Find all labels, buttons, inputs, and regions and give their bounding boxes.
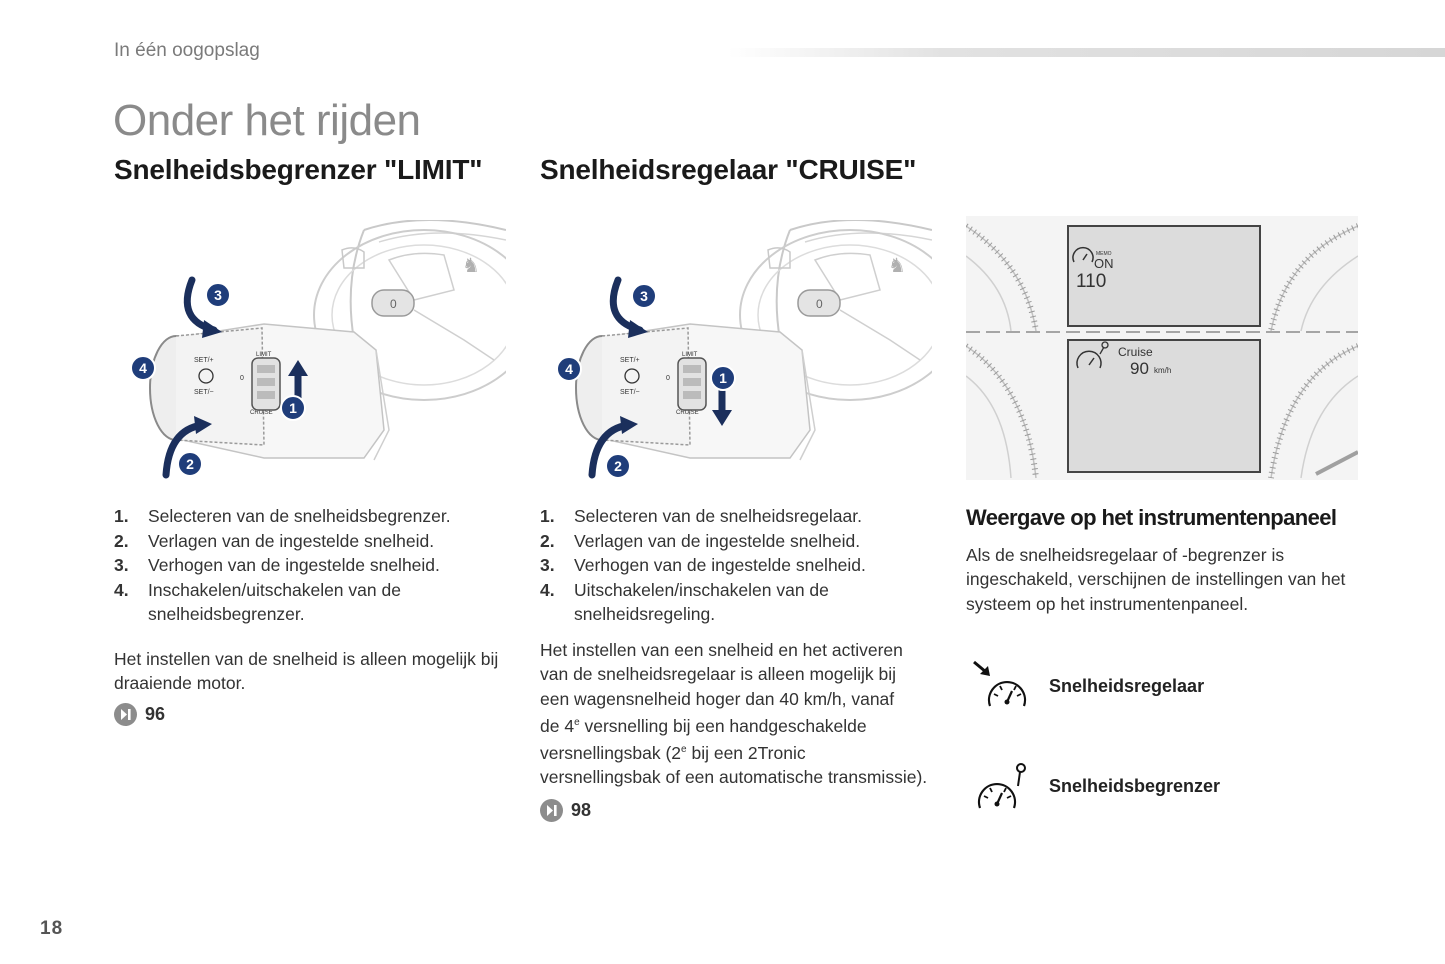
on-state: ON: [1094, 256, 1114, 271]
instrument-panel-illustration: [966, 216, 1358, 480]
svg-text:4: 4: [565, 361, 573, 377]
cruise-note: Het instellen van een snelheid en het activeren van de snelheidsregelaar is alleen mogelijk bij een wagensnelheid hoger dan 40 km/h, vanaf de 4e versnelling bij een handgeschakelde versnellingsbak (2e bij een 2Tronic versnellingsbak of een automatische transmissie).: [540, 640, 928, 788]
legend-cruise: [970, 658, 1204, 714]
list-item: 2. Verlagen van de ingestelde snelheid.: [114, 530, 435, 551]
legend-limiter-label: Snelheidsbegrenzer: [1049, 775, 1221, 796]
mode-zero-label: 0: [666, 375, 670, 382]
svg-text:0: 0: [816, 297, 823, 311]
svg-text:2: 2: [614, 458, 622, 474]
page-reference-icon: [540, 799, 563, 822]
callout-3: [206, 283, 230, 307]
set-speed-bottom: 90: [1130, 359, 1149, 378]
page-ref-number: 98: [571, 800, 592, 820]
list-item: 1. Selecteren van de snelheidsbegrenzer.: [114, 506, 451, 526]
cruise-heading: Snelheidsregelaar "CRUISE": [540, 154, 917, 185]
callout-1: [711, 366, 735, 390]
cruise-label: CRUISE: [676, 410, 699, 416]
cruise-page-ref[interactable]: [540, 799, 591, 822]
speed-unit: km/h: [1154, 366, 1172, 375]
set-minus-label: SET/−: [620, 389, 640, 396]
svg-text:♞: ♞: [462, 253, 480, 277]
limit-steps: [114, 504, 504, 627]
svg-text:3: 3: [640, 288, 648, 304]
limit-page-ref[interactable]: [114, 703, 165, 726]
page-ref-number: 96: [145, 704, 166, 724]
set-plus-label: SET/+: [194, 357, 214, 364]
set-plus-label: SET/+: [620, 357, 640, 364]
list-item: 2. Verlagen van de ingestelde snelheid.: [540, 530, 861, 551]
svg-text:♞: ♞: [888, 253, 906, 277]
callout-4: [131, 356, 155, 380]
limit-note: Het instellen van de snelheid is alleen mogelijk bij draaiende motor.: [114, 649, 499, 694]
mode-zero-label: 0: [240, 375, 244, 382]
set-minus-label: SET/−: [194, 389, 214, 396]
panel-text: Als de snelheidsregelaar of -begrenzer is ingeschakeld, verschijnen de instellingen van het systeem op het instrumentenpaneel.: [966, 545, 1346, 614]
list-item: 3. Verhogen van de ingestelde snelheid.: [540, 555, 866, 575]
callout-2: [606, 454, 630, 478]
callout-1: [281, 396, 305, 420]
page-reference-icon: [114, 703, 137, 726]
cruise-stalk-illustration: [540, 220, 932, 482]
list-item: 4. Inschakelen/uitschakelen van de snelheidsbegrenzer.: [114, 579, 401, 624]
legend-limiter: [970, 758, 1220, 814]
header-rule: [728, 48, 1445, 57]
svg-text:3: 3: [214, 287, 222, 303]
page-title: Onder het rijden: [113, 96, 421, 145]
section-label: In één oogopslag: [114, 40, 260, 61]
limit-label: LIMIT: [682, 352, 698, 358]
callout-2: [178, 452, 202, 476]
cruise-control-icon: [970, 658, 1030, 714]
list-item: 4. Uitschakelen/inschakelen van de snelheidsregeling.: [540, 579, 829, 624]
panel-heading: Weergave op het instrumentenpaneel: [966, 505, 1337, 530]
cruise-steps: [540, 504, 932, 627]
callout-4: [557, 357, 581, 381]
svg-text:0: 0: [390, 297, 397, 311]
limit-label: LIMIT: [256, 352, 272, 358]
list-item: 1. Selecteren van de snelheidsregelaar.: [540, 506, 862, 526]
svg-text:4: 4: [139, 360, 147, 376]
limit-heading: Snelheidsbegrenzer "LIMIT": [114, 154, 483, 185]
svg-text:1: 1: [719, 370, 727, 386]
callout-3: [632, 284, 656, 308]
mode-label: Cruise: [1118, 345, 1153, 359]
speed-limiter-icon: [970, 758, 1030, 814]
svg-text:2: 2: [186, 456, 194, 472]
page-number: 18: [40, 918, 64, 939]
list-item: 3. Verhogen van de ingestelde snelheid.: [114, 555, 440, 575]
legend-cruise-label: Snelheidsregelaar: [1049, 675, 1205, 696]
cruise-label: CRUISE: [250, 410, 273, 416]
limit-stalk-illustration: [114, 220, 506, 482]
set-speed-top: 110: [1076, 271, 1107, 292]
svg-text:1: 1: [289, 400, 297, 416]
memo-label: MEMO: [1096, 251, 1112, 257]
